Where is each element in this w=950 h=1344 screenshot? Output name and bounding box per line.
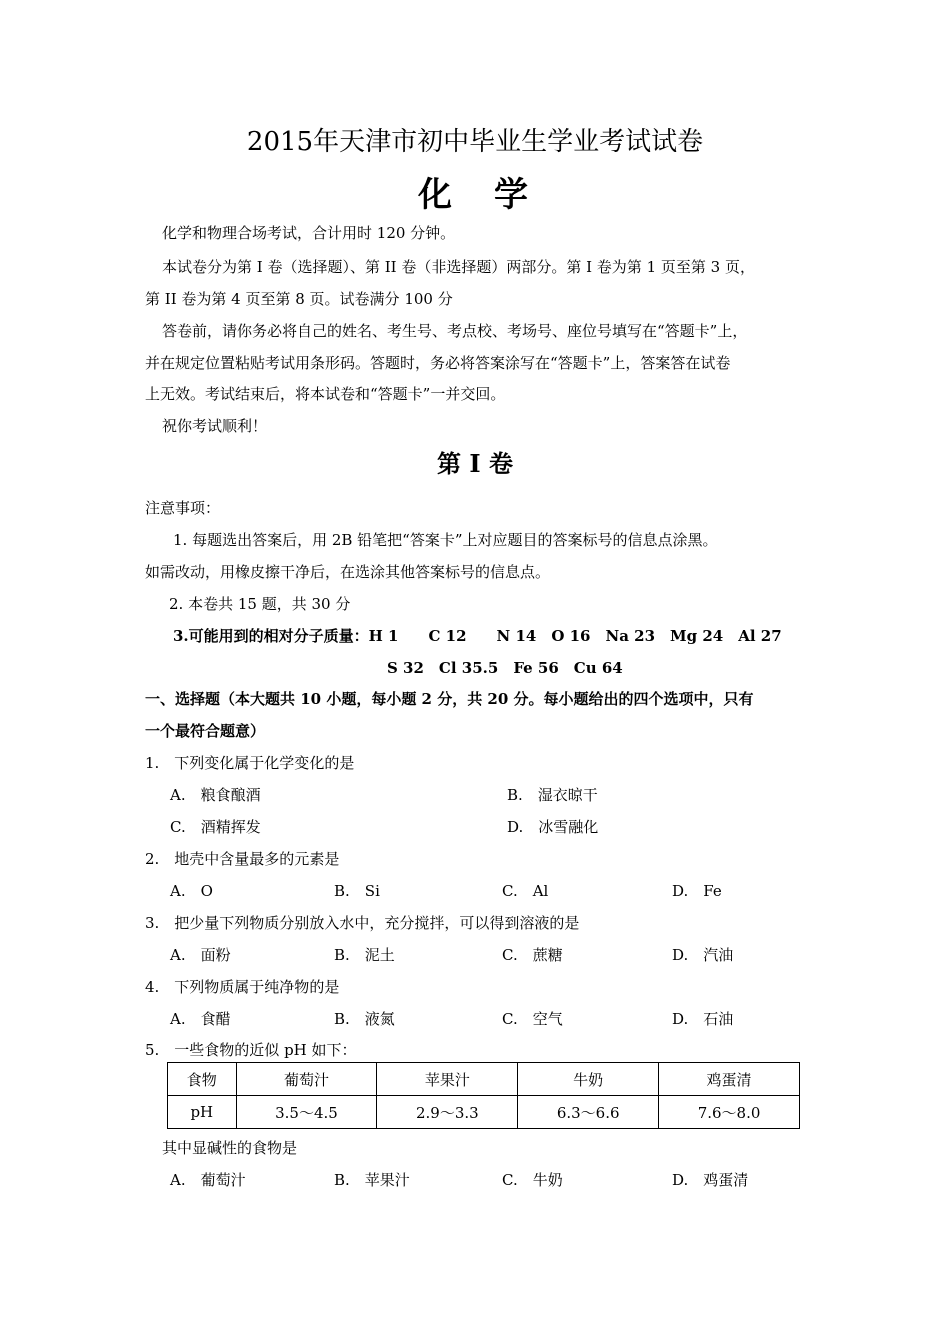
table-cell: 葡萄汁 [236, 1063, 377, 1096]
table-cell: pH [168, 1096, 237, 1129]
table-cell: 鸡蛋清 [659, 1063, 800, 1096]
table-cell: 食物 [168, 1063, 237, 1096]
intro-line: 化学和物理合场考试，合计用时 120 分钟。 [162, 224, 456, 242]
option: B. Si [334, 882, 380, 900]
option: B. 泥土 [334, 946, 395, 964]
note-item: 如需改动，用橡皮擦干净后，在选涂其他答案标号的信息点。 [145, 563, 551, 581]
part-heading: 一、选择题（本大题共 10 小题，每小题 2 分，共 20 分。每小题给出的四个选项中，只有 [145, 690, 754, 708]
option: C. 牛奶 [502, 1171, 563, 1189]
option: D. 汽油 [672, 946, 734, 964]
option: A. O [170, 882, 213, 900]
option: C. 蔗糖 [502, 946, 563, 964]
section-title: 第 I 卷 [437, 449, 513, 478]
intro-line: 祝你考试顺利！ [162, 417, 268, 435]
table-row [168, 1096, 800, 1129]
option: D. 石油 [672, 1010, 734, 1028]
option: B. 苹果汁 [334, 1171, 410, 1189]
note-item: 1. 每题选出答案后，用 2B 铅笔把“答案卡”上对应题目的答案标号的信息点涂黑。 [173, 531, 718, 549]
option: C. 空气 [502, 1010, 563, 1028]
note-item: S 32 Cl 35.5 Fe 56 Cu 64 [387, 659, 623, 677]
option: C. 酒精挥发 [170, 818, 261, 836]
exam-title: 2015年天津市初中毕业生学业考试试卷 [246, 127, 704, 157]
notes-heading: 注意事项： [145, 499, 221, 517]
question-stem: 5. 一些食物的近似 pH 如下： [145, 1041, 357, 1059]
option: A. 葡萄汁 [170, 1171, 246, 1189]
table-cell: 7.6～8.0 [659, 1096, 800, 1129]
option: B. 液氮 [334, 1010, 395, 1028]
question-stem: 2. 地壳中含量最多的元素是 [145, 850, 340, 868]
question-stem: 3. 把少量下列物质分别放入水中，充分搅拌，可以得到溶液的是 [145, 914, 580, 932]
option: D. Fe [672, 882, 722, 900]
table-cell: 牛奶 [518, 1063, 659, 1096]
option: A. 面粉 [170, 946, 231, 964]
option: C. Al [502, 882, 549, 900]
subject-title: 化 学 [418, 175, 532, 215]
option: D. 鸡蛋清 [672, 1171, 749, 1189]
option: B. 湿衣晾干 [507, 786, 598, 804]
option: A. 食醋 [170, 1010, 231, 1028]
table-cell: 苹果汁 [377, 1063, 518, 1096]
intro-line: 答卷前，请你务必将自己的姓名、考生号、考点校、考场号、座位号填写在“答题卡”上， [162, 322, 748, 340]
table-cell: 6.3～6.6 [518, 1096, 659, 1129]
table-cell: 3.5～4.5 [236, 1096, 377, 1129]
table-row [168, 1063, 800, 1096]
question-followup: 其中显碱性的食物是 [162, 1139, 298, 1157]
intro-line: 并在规定位置粘贴考试用条形码。答题时，务必将答案涂写在“答题卡”上，答案答在试卷 [145, 354, 731, 372]
intro-line: 第 II 卷为第 4 页至第 8 页。试卷满分 100 分 [145, 290, 453, 308]
note-item: 2. 本卷共 15 题，共 30 分 [169, 595, 351, 613]
ph-table [167, 1062, 800, 1129]
part-heading: 一个最符合题意） [145, 722, 266, 740]
question-stem: 1. 下列变化属于化学变化的是 [145, 754, 355, 772]
intro-line: 本试卷分为第 I 卷（选择题）、第 II 卷（非选择题）两部分。第 I 卷为第 1 页至第 3 页， [162, 258, 755, 276]
option: D. 冰雪融化 [507, 818, 599, 836]
question-stem: 4. 下列物质属于纯净物的是 [145, 978, 340, 996]
intro-line: 上无效。考试结束后，将本试卷和“答题卡”一并交回。 [145, 385, 506, 403]
option: A. 粮食酿酒 [170, 786, 261, 804]
note-item: 3.可能用到的相对分子质量：H 1 C 12 N 14 O 16 Na 23 Mg 24 Al 27 [173, 627, 782, 645]
table-cell: 2.9～3.3 [377, 1096, 518, 1129]
